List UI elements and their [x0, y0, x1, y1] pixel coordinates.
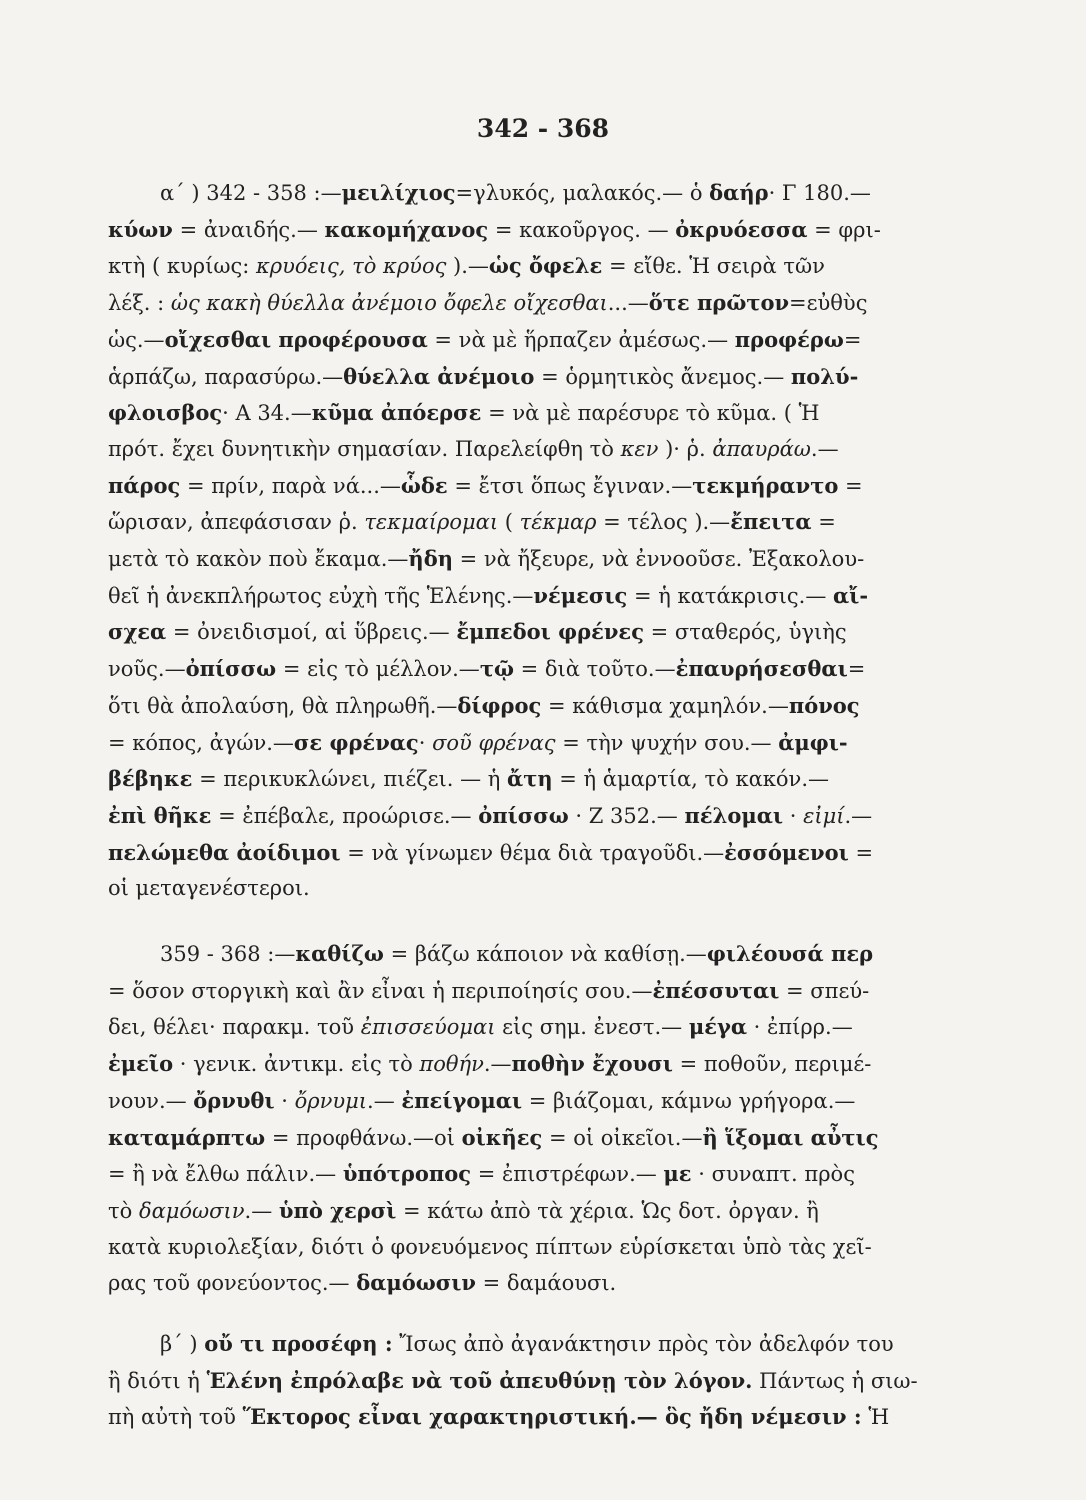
text-line	[108, 614, 1000, 651]
text-line	[108, 871, 1000, 907]
gloss-text: = κάθισμα χαμηλόν.—	[541, 693, 789, 718]
gloss-text: · Ζ 352.—	[568, 803, 685, 828]
headword: προφέρω	[734, 326, 844, 352]
text-line	[108, 322, 1000, 359]
headword: θύελλα ἀνέμοιο	[343, 363, 535, 389]
gloss-text: ρας τοῦ φονεύοντος.—	[108, 1271, 357, 1296]
headword: ὀπίσσω	[478, 802, 569, 828]
gloss-text: .—	[367, 1088, 402, 1113]
headword: οὔ τι προσέφη :	[204, 1331, 393, 1356]
headword: ἐμεῖο	[108, 1051, 174, 1077]
text-line	[108, 212, 1000, 249]
commentary-block-beta	[108, 1326, 1000, 1436]
gloss-text: )· ῥ.	[658, 436, 713, 461]
headword: ἄτη	[507, 766, 553, 792]
gloss-text: =	[811, 510, 836, 535]
text-line	[108, 798, 1000, 835]
text-line	[108, 1009, 1000, 1046]
gloss-text: = οἱ οἰκεῖοι.—	[542, 1125, 703, 1150]
gloss-text: · Α 34.—	[222, 401, 312, 426]
text-line	[108, 1399, 1000, 1436]
headword: μέγα	[688, 1014, 747, 1040]
headword: ἀμφι-	[778, 729, 848, 755]
gloss-text: Πάντως ἡ σιω-	[752, 1368, 918, 1393]
italic-reference: ἀπαυράω	[712, 436, 811, 461]
headword: ἤδη	[408, 546, 453, 572]
gloss-text: = νὰ ἤξευρε, νὰ ἐννοοῦσε. Ἐξακολου-	[452, 547, 865, 572]
text-line	[108, 973, 1000, 1010]
gloss-text: .—	[844, 803, 873, 828]
text-line	[108, 1193, 1000, 1230]
commentary-block-342-358	[108, 175, 1000, 907]
headword: πολύ-	[790, 363, 859, 389]
gloss-text: πὴ αὐτὴ τοῦ	[108, 1405, 243, 1430]
gloss-text: λέξ. :	[108, 291, 171, 316]
gloss-text: = νὰ μὲ παρέσυρε τὸ κῦμα. ( Ἡ	[481, 401, 820, 426]
gloss-text: = νὰ γίνωμεν θέμα διὰ τραγοῦδι.—	[340, 840, 725, 865]
text-line	[108, 432, 1000, 468]
gloss-text: = κακοῦργος. —	[488, 217, 676, 242]
text-line	[108, 504, 1000, 541]
headword: ἐπαυρήσεσθαι	[675, 656, 848, 682]
headword: ὑπότροπος	[342, 1161, 472, 1187]
gloss-text: κατὰ κυριολεξίαν, διότι ὁ φονευόμενος πίπτων εὑρίσκεται ὑπὸ τὰς χεῖ-	[108, 1234, 872, 1259]
gloss-text: .—	[483, 1052, 512, 1077]
gloss-text: · Γ 180.—	[768, 181, 871, 205]
headword: οἰκῆες	[461, 1124, 543, 1150]
gloss-text: ὅτι θὰ ἀπολαύση, θὰ πληρωθῆ.—	[108, 693, 458, 718]
headword: φιλέουσά περ	[706, 941, 874, 966]
gloss-text: ἁρπάζω, παρασύρω.—	[108, 364, 344, 389]
italic-reference: εἰμί	[803, 803, 845, 828]
headword: ἐσσόμενοι	[724, 839, 849, 865]
headword: Ἕκτορος εἶναι χαρακτηριστική.— ὃς ἤδη νέμεσιν :	[242, 1404, 862, 1430]
gloss-text: = ποθοῦν, περιμέ-	[672, 1052, 872, 1077]
headword: τεκμήραντο	[692, 472, 839, 498]
gloss-text: · γενικ. ἀντικμ. εἰς τὸ	[173, 1052, 420, 1077]
gloss-text: ἢ διότι ἡ	[108, 1368, 207, 1393]
gloss-text: ὥρισαν, ἀπεφάσισαν ῥ.	[108, 510, 365, 535]
gloss-text: τὸ	[108, 1198, 139, 1223]
gloss-text: .—	[244, 1198, 279, 1223]
headword: δαμόωσιν	[356, 1270, 476, 1296]
gloss-text: = ὅσον στοργικὴ καὶ ἂν εἶναι ἡ περιποίησίς σου.—	[108, 978, 653, 1003]
gloss-text: = βάζω κάποιον νὰ καθίσῃ.—	[383, 942, 707, 966]
headword: καταμάρπτω	[108, 1124, 266, 1150]
headword: ὄρνυθι	[193, 1087, 275, 1113]
gloss-text: νουν.—	[108, 1088, 194, 1113]
headword: κακομήχανος	[324, 216, 489, 242]
headword: ἐπείγομαι	[401, 1087, 523, 1113]
gloss-text: α΄ ) 342 - 358 :—	[160, 181, 342, 205]
text-line	[108, 541, 1000, 578]
text-line	[108, 1120, 1000, 1157]
gloss-text: Ἡ	[861, 1405, 890, 1430]
gloss-text: δει, θέλει· παρακμ. τοῦ	[108, 1015, 361, 1040]
gloss-text: = κάτω ἀπὸ τὰ χέρια. Ὡς δοτ. ὀργαν. ἢ	[396, 1198, 819, 1223]
headword: Ἑλένη ἐπρόλαβε νὰ τοῦ ἀπευθύνῃ τὸν λόγον.	[206, 1367, 753, 1393]
headword: μειλίχιος	[341, 180, 456, 205]
gloss-text: = προφθάνω.—οἱ	[265, 1125, 462, 1150]
italic-reference: κεν	[620, 436, 659, 461]
headword: νέμεσις	[533, 582, 628, 608]
text-line	[108, 1230, 1000, 1266]
gloss-text: =	[848, 840, 874, 865]
gloss-text: = ὀνειδισμοί, αἱ ὕβρεις.—	[166, 620, 457, 645]
gloss-text: = ἢ νὰ ἔλθω πάλιν.—	[108, 1162, 343, 1187]
gloss-text: =γλυκός, μαλακός.— ὁ	[455, 181, 710, 205]
gloss-text: πρότ. ἔχει δυνητικὴν σημασίαν. Παρελείφθη τὸ	[108, 436, 621, 461]
gloss-text: = ἐπέβαλε, προώρισε.—	[211, 803, 479, 828]
italic-reference: δαμόωσιν	[138, 1198, 245, 1223]
gloss-text: =	[843, 327, 862, 352]
gloss-text: = ἡ ἁμαρτία, τὸ κακόν.—	[552, 767, 829, 792]
headword: ὀκρυόεσσα	[675, 216, 808, 242]
gloss-text: = περικυκλώνει, πιέζει. — ἡ	[192, 767, 508, 792]
headword: με	[663, 1161, 692, 1187]
text-line	[108, 651, 1000, 688]
italic-reference: ὡς κακὴ θύελλα ἀνέμοιο ὄφελε οἴχεσθαι	[170, 291, 608, 316]
italic-reference: ἐπισσεύομαι	[360, 1015, 496, 1040]
text-line	[108, 248, 1000, 285]
headword: πόνος	[788, 692, 860, 718]
headword: τῷ	[479, 656, 514, 682]
headword: πάρος	[108, 472, 181, 498]
gloss-text: οἱ μεταγενέστεροι.	[108, 876, 310, 901]
headword: ἐπέσσυται	[652, 977, 780, 1003]
gloss-text: (	[498, 510, 520, 535]
italic-reference: ὄρνυμι	[294, 1088, 368, 1113]
gloss-text: =εὐθὺς	[789, 291, 868, 316]
gloss-text: = βιάζομαι, κάμνω γρήγορα.—	[522, 1088, 856, 1113]
italic-reference: σοῦ φρένας	[432, 730, 556, 755]
headword: πέλομαι	[684, 802, 784, 828]
gloss-text: ·	[274, 1088, 295, 1113]
text-line	[108, 1046, 1000, 1083]
gloss-text: = διὰ τοῦτο.—	[513, 657, 676, 682]
gloss-text: ).—	[446, 254, 489, 279]
headword: ὅτε πρῶτον	[648, 290, 790, 316]
gloss-text: = σπεύ-	[779, 978, 870, 1003]
headword: φλοισβος	[108, 400, 223, 426]
headword: πελώμεθα ἀοίδιμοι	[108, 839, 341, 865]
gloss-text: Ἴσως ἀπὸ ἀγανάκτησιν πρὸς τὸν ἀδελφόν του	[392, 1332, 894, 1356]
gloss-text: = νὰ μὲ ἥρπαζεν ἀμέσως.—	[427, 327, 735, 352]
gloss-text: = ὁρμητικὸς ἄνεμος.—	[534, 364, 791, 389]
gloss-text: = ἡ κατάκρισις.—	[627, 583, 834, 608]
text-line	[108, 1083, 1000, 1120]
gloss-text: ...—	[607, 291, 649, 316]
gloss-text: = τὴν ψυχήν σου.—	[555, 730, 779, 755]
gloss-text: κτὴ ( κυρίως:	[108, 254, 256, 279]
gloss-text: =	[847, 657, 866, 682]
headword: σχεα	[108, 619, 167, 645]
headword: ὡς ὄφελε	[488, 253, 603, 279]
commentary-block-359-368	[108, 936, 1000, 1302]
gloss-text: · ἐπίρρ.—	[747, 1015, 853, 1040]
gloss-text: = εἴθε. Ἡ σειρὰ τῶν	[602, 254, 825, 279]
italic-reference: ποθήν	[419, 1052, 484, 1077]
text-line	[108, 1363, 1000, 1400]
gloss-text: · συναπτ. πρὸς	[691, 1162, 855, 1187]
headword: ἔμπεδοι φρένες	[456, 619, 644, 645]
text-line	[108, 1265, 1000, 1302]
headword: καθίζω	[295, 941, 384, 966]
headword: αἴ-	[833, 582, 869, 608]
headword: ὧδε	[400, 472, 448, 498]
italic-reference: τεκμαίρομαι	[364, 510, 499, 535]
gloss-text: .—	[810, 436, 839, 461]
text-line	[108, 688, 1000, 725]
headword: βέβηκε	[108, 766, 193, 792]
gloss-text: ·	[783, 803, 804, 828]
gloss-text: εἰς σημ. ἐνεστ.—	[495, 1015, 689, 1040]
gloss-text: = δαμάουσι.	[475, 1271, 617, 1296]
gloss-text: = εἰς τὸ μέλλον.—	[276, 657, 480, 682]
gloss-text: =	[838, 473, 863, 498]
headword: κῦμα ἀπόερσε	[311, 400, 482, 426]
gloss-text: = ἀναιδής.—	[172, 217, 325, 242]
headword: οἴχεσθαι προφέρουσα	[164, 326, 428, 352]
page-title: 342 - 368	[476, 114, 610, 143]
gloss-text: θεῖ ἡ ἀνεκπλήρωτος εὐχὴ τῆς Ἑλένης.—	[108, 583, 534, 608]
text-line	[108, 936, 1000, 973]
text-line	[108, 578, 1000, 615]
gloss-text: β΄ )	[160, 1332, 205, 1356]
headword: κύων	[108, 216, 173, 242]
gloss-text: ὡς.—	[108, 327, 165, 352]
gloss-text: ·	[418, 730, 433, 755]
text-line	[108, 468, 1000, 505]
italic-reference: κρυόεις, τὸ κρύος	[255, 254, 447, 279]
text-line	[108, 725, 1000, 762]
gloss-text: = κόπος, ἀγών.—	[108, 730, 294, 755]
text-line	[108, 175, 1000, 212]
gloss-text: μετὰ τὸ κακὸν ποὺ ἔκαμα.—	[108, 547, 409, 572]
headword: ἢ ἵξομαι αὖτις	[702, 1124, 879, 1150]
gloss-text: = ἔτσι ὅπως ἔγιναν.—	[447, 473, 693, 498]
gloss-text: = φρι-	[807, 217, 881, 242]
text-line	[108, 761, 1000, 798]
headword: σε φρένας	[293, 729, 419, 755]
headword: ἐπὶ θῆκε	[108, 802, 212, 828]
headword: δίφρος	[457, 692, 542, 718]
text-line	[108, 1326, 1000, 1363]
headword: δαήρ	[709, 180, 769, 205]
gloss-text: = τέλος ).—	[596, 510, 731, 535]
gloss-text: = ἐπιστρέφων.—	[471, 1162, 664, 1187]
text-line	[108, 285, 1000, 322]
headword: ὀπίσσω	[185, 656, 277, 682]
headword: ἔπειτα	[730, 509, 812, 535]
headword: ποθὴν ἔχουσι	[511, 1051, 673, 1077]
text-line	[108, 1156, 1000, 1193]
text-line	[108, 835, 1000, 872]
headword: ὑπὸ χερσὶ	[278, 1197, 397, 1223]
gloss-text: = σταθερός, ὑγιὴς	[643, 620, 847, 645]
gloss-text: νοῦς.—	[108, 657, 186, 682]
gloss-text: 359 - 368 :—	[160, 942, 296, 966]
text-line	[108, 359, 1000, 396]
text-line	[108, 395, 1000, 432]
gloss-text: = πρίν, παρὰ νά...—	[180, 473, 401, 498]
italic-reference: τέκμαρ	[519, 510, 597, 535]
